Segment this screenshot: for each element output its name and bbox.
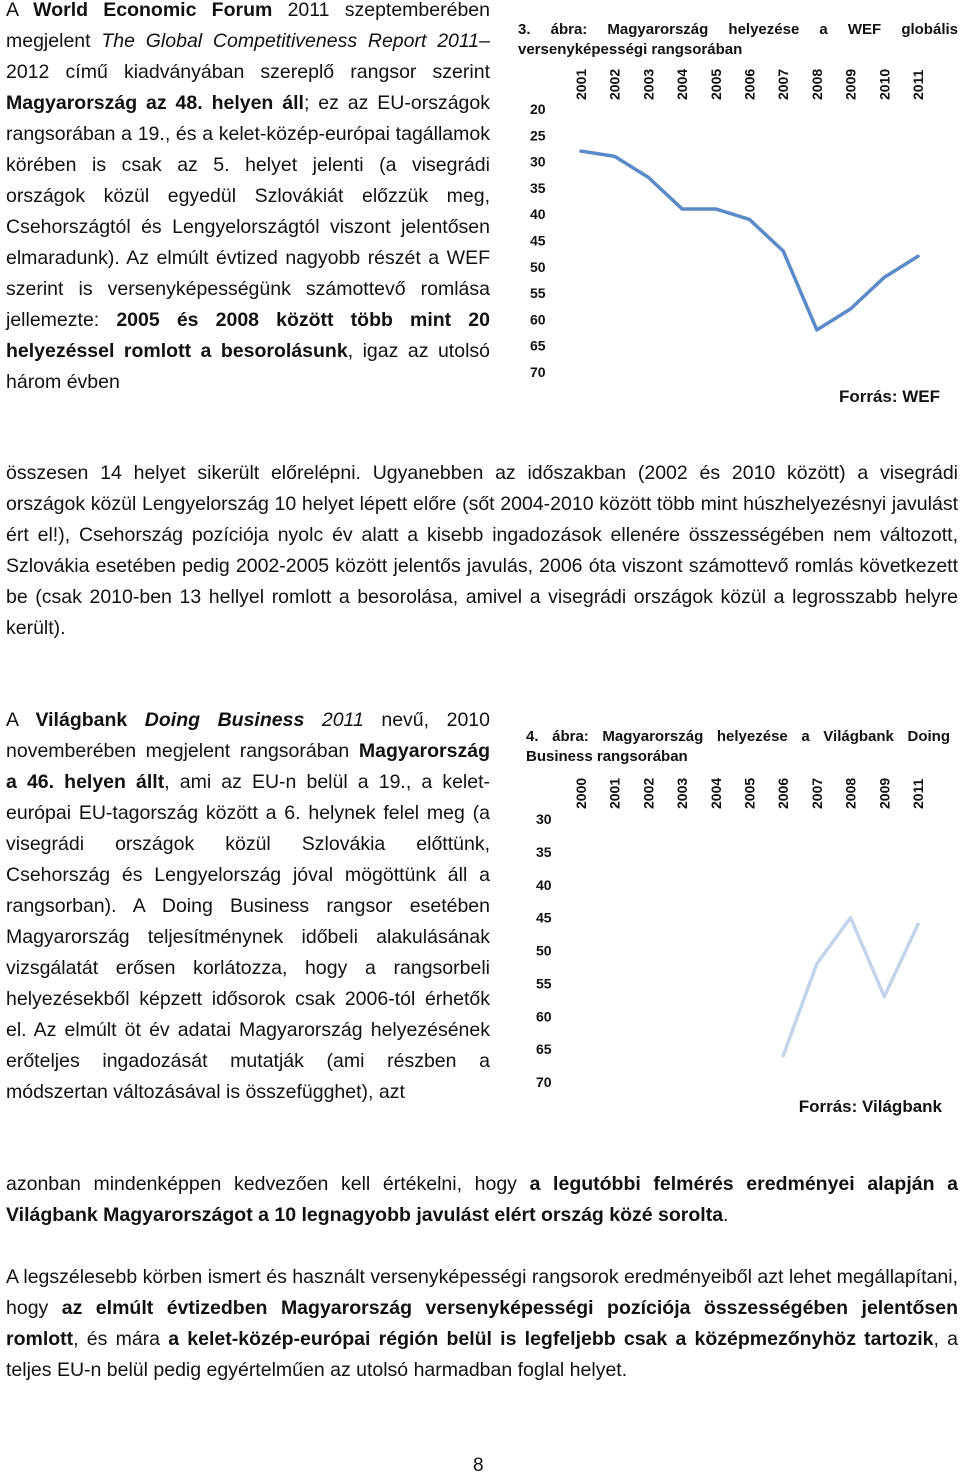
- page-number: 8: [473, 1455, 484, 1476]
- wef-line-chart: [518, 6, 960, 426]
- source-label: Forrás: WEF: [838, 387, 940, 406]
- series-line: [783, 918, 918, 1056]
- data-point: [681, 207, 684, 210]
- x-tick-label: 2003: [674, 777, 691, 809]
- figure-caption: 4. ábra: Magyarország helyezése a Világbank Doing Business rangsorában: [526, 728, 950, 765]
- y-tick-label: 45: [536, 909, 552, 926]
- y-tick-label: 65: [530, 337, 546, 354]
- x-tick-label: 2011: [910, 69, 926, 100]
- data-point: [917, 923, 920, 926]
- x-tick-label: 2001: [573, 68, 589, 100]
- data-point: [849, 307, 852, 310]
- paragraph-wef: A World Economic Forum 2011 szeptemberében megjelent The Global Competitiveness Report 2011–2012 című kiadványában szereplő rangsor szerint Magyarország az 48. helyen áll; ez az EU-országok rangsorában a 19., és a kelet-közép-európai tagállamok körében is csak az 5. helyet jelenti (a visegrádi országok közül egyedül Szlovákiát előzzük meg, Csehországtól és Lengyelországtól viszont jelentősen elmaradunk). Az elmúlt évtized nagyobb részét a WEF szerint is versenyképességünk számottevő romlása jellemezte: 2005 és 2008 között több mint 20 helyezéssel romlott a besorolásunk, igaz az utolsó három évben: [6, 0, 491, 393]
- x-tick-label: 2003: [640, 68, 657, 100]
- x-tick-label: 2011: [910, 778, 926, 809]
- x-tick-label: 2002: [606, 68, 623, 100]
- figure-wef-ranking: [518, 6, 960, 426]
- x-tick-label: 2009: [842, 68, 859, 100]
- y-tick-label: 35: [530, 179, 546, 196]
- x-tick-label: 2006: [775, 777, 792, 809]
- data-point: [883, 995, 886, 998]
- y-tick-label: 25: [530, 127, 546, 144]
- paragraph-doing-business: A Világbank Doing Business 2011 nevű, 2010 novemberében megjelent rangsorában Magyarország a 46. helyen állt, ami az EU-n belül a 19., a kelet-európai EU-tagország között a 6. helynek felel meg (a visegrádi országok közül Szlovákia előttünk, Csehország és Lengyelország jóval mögöttünk áll a rangsorban). A Doing Business rangsor esetében Magyarország teljesítménynek időbeli alakulásának vizsgálatát erősen korlátozza, hogy a rangsorbeli helyezésekből képzett idősorok csak 2006-tól érhetők el. Az elmúlt öt év adatai Magyarország helyezésének erőteljes ingadozását mutatják (ami részben a módszertan változásával is összefügghet), azt: [6, 709, 490, 1103]
- x-tick-label: 2007: [775, 68, 792, 100]
- y-tick-label: 60: [536, 1008, 552, 1025]
- paragraph-doing-business-continued: azonban mindenképpen kedvezően kell értékelni, hogy a legutóbbi felmérés eredményei alapján a Világbank Magyarországot a 10 legnagyobb javulást elért ország közé sorolta.: [6, 1173, 958, 1226]
- source-label: Forrás: Világbank: [798, 1097, 942, 1116]
- y-tick-label: 35: [536, 843, 552, 860]
- data-point: [748, 218, 751, 221]
- x-tick-label: 2001: [606, 777, 623, 809]
- data-point: [782, 1054, 785, 1057]
- x-tick-label: 2006: [741, 68, 758, 100]
- data-point: [613, 155, 616, 158]
- y-tick-label: 30: [530, 153, 546, 170]
- y-tick-label: 70: [536, 1074, 552, 1090]
- data-point: [815, 328, 818, 331]
- y-tick-label: 45: [530, 232, 546, 249]
- data-point: [782, 250, 785, 253]
- x-tick-label: 2002: [640, 777, 657, 809]
- y-tick-label: 55: [530, 285, 546, 302]
- y-tick-label: 20: [530, 101, 546, 117]
- y-tick-label: 65: [536, 1041, 552, 1058]
- y-tick-label: 60: [530, 311, 546, 328]
- data-point: [714, 207, 717, 210]
- x-tick-label: 2004: [707, 777, 724, 809]
- x-tick-label: 2005: [707, 68, 724, 100]
- x-tick-label: 2009: [876, 777, 893, 809]
- y-tick-label: 50: [530, 258, 546, 275]
- x-tick-label: 2000: [573, 777, 589, 809]
- y-tick-label: 70: [530, 364, 546, 380]
- figure-caption: 3. ábra: Magyarország helyezése a WEF globális versenyképességi rangsorában: [518, 21, 958, 58]
- figure-doing-business-ranking: [518, 723, 960, 1123]
- series-line: [581, 151, 918, 330]
- data-point: [883, 276, 886, 279]
- data-point: [917, 255, 920, 258]
- doing-business-line-chart: [518, 723, 960, 1123]
- data-point: [815, 962, 818, 965]
- x-tick-label: 2005: [741, 777, 758, 809]
- y-tick-label: 55: [536, 975, 552, 992]
- paragraph-wef-continued: összesen 14 helyet sikerült előrelépni. Ugyanebben az időszakban (2002 és 2010 között) a visegrádi országok közül Lengyelország 10 helyet lépett előre (sőt 2004-2010 között több mint húszhelyezésnyi javulást ért el!), Csehország pozíciója nyolc év alatt a kisebb ingadozások ellenére összességében nem változott, Szlovákia esetében pedig 2002-2005 között jelentős javulás, 2006 óta viszont számottevő romlás következett be (csak 2010-ben 13 hellyel romlott a besorolása, amivel a visegrádi országok közül a legrosszabb helyre került).: [6, 462, 958, 639]
- x-tick-label: 2008: [842, 777, 859, 809]
- x-tick-label: 2004: [674, 68, 691, 100]
- y-tick-label: 50: [536, 942, 552, 959]
- x-tick-label: 2010: [876, 68, 893, 100]
- x-tick-label: 2007: [808, 777, 825, 809]
- data-point: [849, 916, 852, 919]
- y-tick-label: 40: [536, 876, 552, 893]
- data-point: [647, 176, 650, 179]
- paragraph-summary: A legszélesebb körben ismert és használt versenyképességi rangsorok eredményeiből azt lehet megállapítani, hogy az elmúlt évtizedben Magyarország versenyképességi pozíciója összességében jelentősen romlott, és mára a kelet-közép-európai régión belül is legfeljebb csak a középmezőnyhöz tartozik, a teljes EU-n belül pedig egyértelműen az utolsó harmadban foglal helyet.: [6, 1266, 959, 1381]
- x-tick-label: 2008: [808, 68, 825, 100]
- y-tick-label: 40: [530, 206, 546, 223]
- y-tick-label: 30: [536, 811, 552, 827]
- data-point: [580, 150, 583, 153]
